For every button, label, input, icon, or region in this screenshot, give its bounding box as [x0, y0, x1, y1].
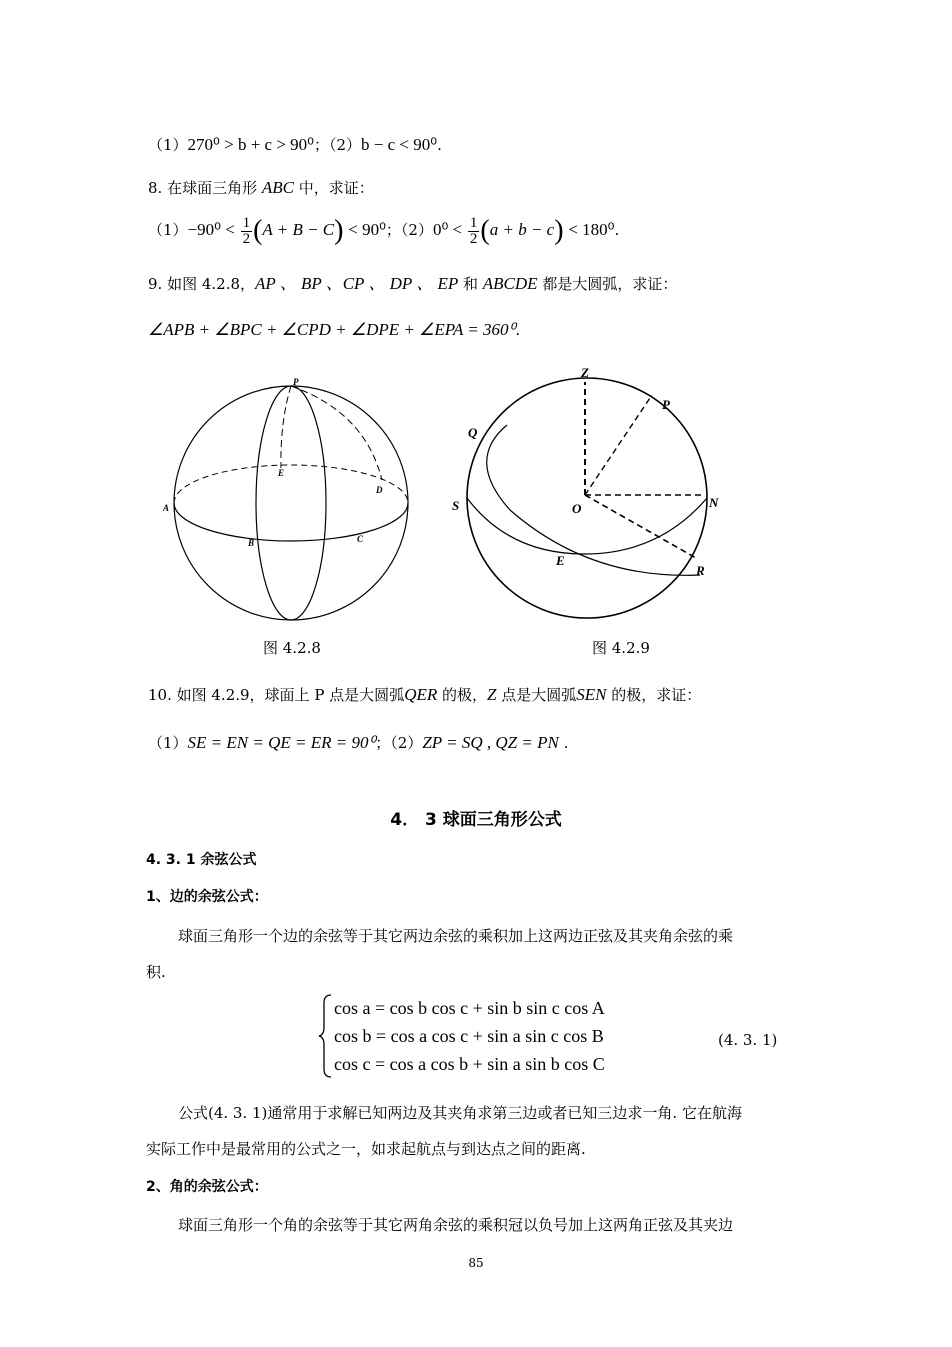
figure-caption-4-2-9: 图 4.2.9: [592, 639, 650, 657]
fraction-half: [241, 216, 253, 247]
cosine-eq-1: cos a = cos b cos c + sin b sin c cos A: [334, 998, 605, 1018]
heading-side-cosine: 1、边的余弦公式：: [146, 889, 268, 905]
label-s: S: [452, 498, 460, 513]
left-brace: [318, 993, 334, 1079]
q8b-inner: a + b − c: [489, 220, 555, 239]
subsection-title: 4. 3. 1 余弦公式: [146, 852, 257, 868]
question-10: [148, 685, 701, 705]
q10a-equation: SE = EN = QE = ER = 90⁰: [187, 733, 376, 752]
paren-open: (: [253, 215, 263, 246]
inequality-2: b − c < 90⁰: [361, 135, 438, 154]
q9-text: 9. 如图 4.2.8，: [148, 275, 256, 293]
equation-number: (4. 3. 1): [718, 1031, 778, 1049]
punct: .: [614, 221, 620, 239]
item-prefix: ；（2）: [375, 734, 423, 752]
punct: .: [515, 321, 521, 339]
triangle-name: ABC: [261, 178, 294, 197]
label-r: R: [696, 563, 705, 578]
label-c: C: [357, 534, 364, 544]
paren-close: ): [334, 215, 344, 246]
q10-text-2: 的极，: [437, 686, 488, 704]
sphere-outline: [174, 386, 408, 620]
item-prefix: （1）: [148, 221, 188, 239]
question-10-statements: [148, 733, 568, 753]
label-n: N: [709, 495, 719, 510]
meridian: [256, 386, 326, 620]
great-circle-qer: [487, 425, 700, 575]
heading-angle-cosine: 2、角的余弦公式：: [146, 1179, 268, 1195]
radius-op: [585, 395, 652, 495]
question-9: [148, 274, 677, 294]
paragraph-3-line-1: 球面三角形一个角的余弦等于其它两角余弦的乘积冠以负号加上这两角正弦及其夹边: [178, 1216, 734, 1234]
label-o: O: [572, 501, 582, 516]
paren-close: ): [554, 215, 564, 246]
label-q: Q: [468, 425, 478, 440]
label-e: E: [278, 468, 285, 478]
numerator: 1: [242, 214, 251, 231]
item-prefix: ；（2）: [385, 221, 433, 239]
fraction-half: [468, 216, 480, 247]
equator-back: [174, 465, 408, 503]
label-p: P: [662, 397, 670, 412]
q9-text-2: 都是大圆弧，求证：: [537, 275, 678, 293]
condition-line-1: [148, 135, 442, 155]
arc-pd: [291, 386, 382, 480]
q9-abcde: ABCDE: [482, 274, 538, 293]
figure-caption-4-2-8: 图 4.2.8: [263, 639, 321, 657]
cosine-eq-2: cos b = cos a cos c + sin a sin c cos B: [334, 1026, 604, 1046]
label-a: A: [163, 503, 170, 513]
paragraph-1-line-1: 球面三角形一个边的余弦等于其它两边余弦的乘积加上这两边正弦及其夹角余弦的乘: [178, 927, 734, 945]
great-circle-sen: [467, 498, 707, 554]
question-9-equation: [148, 320, 520, 340]
q10b-equation: ZP = SQ , QZ = PN: [422, 733, 559, 752]
arc-pe: [281, 386, 291, 468]
point-z-name: Z: [487, 685, 497, 704]
equator-front: [174, 503, 408, 541]
q10-text-3: 点是大圆弧: [496, 686, 577, 704]
paragraph-2-line-1: 公式(4. 3. 1)通常用于求解已知两边及其夹角求第三边或者已知三边求一角. 它在航海: [178, 1104, 742, 1122]
angle-sum-equation: ∠APB + ∠BPC + ∠CPD + ∠DPE + ∠EPA = 360⁰: [148, 320, 516, 339]
arc-qer-name: QER: [404, 685, 438, 704]
section-title: 4． 3 球面三角形公式: [390, 810, 562, 830]
q9-and: 和: [458, 275, 483, 293]
label-d: D: [376, 485, 383, 495]
label-b: B: [248, 538, 255, 548]
label-e: E: [556, 553, 565, 568]
inequality-1: 270⁰ > b + c > 90⁰: [187, 135, 314, 154]
q8-text-2: 中，求证：: [293, 179, 374, 197]
figure-4-2-8: [160, 372, 422, 634]
q9-arcs: AP 、 BP 、CP 、 DP 、 EP: [255, 274, 459, 293]
item-prefix: （1）: [148, 136, 188, 154]
punct: .: [437, 136, 442, 154]
q8a-left: −90⁰ <: [187, 220, 235, 239]
arc-sen-name: SEN: [576, 685, 607, 704]
q8-text: 8. 在球面三角形: [148, 179, 262, 197]
paren-open: (: [480, 215, 490, 246]
q10-text-4: 的极，求证：: [606, 686, 702, 704]
radius-or: [585, 495, 696, 558]
question-8-formulas: [148, 212, 619, 249]
paragraph-2-line-2: 实际工作中是最常用的公式之一，如求起航点与到达点之间的距离.: [146, 1140, 586, 1158]
q8b-right: < 180⁰: [568, 220, 615, 239]
item-prefix: ；（2）: [313, 136, 362, 154]
item-prefix: （1）: [148, 734, 188, 752]
page-number: 85: [468, 1256, 484, 1270]
label-p: P: [293, 377, 299, 387]
cosine-eq-3: cos c = cos a cos b + sin a sin b cos C: [334, 1054, 605, 1074]
denominator: 2: [242, 230, 251, 247]
sphere-outline: [467, 378, 707, 618]
label-z: Z: [581, 365, 589, 380]
q10-text-1: 10. 如图 4.2.9，球面上 P 点是大圆弧: [148, 686, 405, 704]
q8a-inner: A + B − C: [262, 220, 335, 239]
question-8: [148, 178, 374, 198]
q8a-right: < 90⁰: [348, 220, 386, 239]
paragraph-1-line-2: 积.: [146, 963, 166, 981]
figure-4-2-9: [450, 365, 730, 635]
q8b-left: 0⁰ <: [432, 220, 463, 239]
numerator: 1: [469, 214, 478, 231]
punct: .: [558, 734, 569, 752]
denominator: 2: [469, 230, 478, 247]
